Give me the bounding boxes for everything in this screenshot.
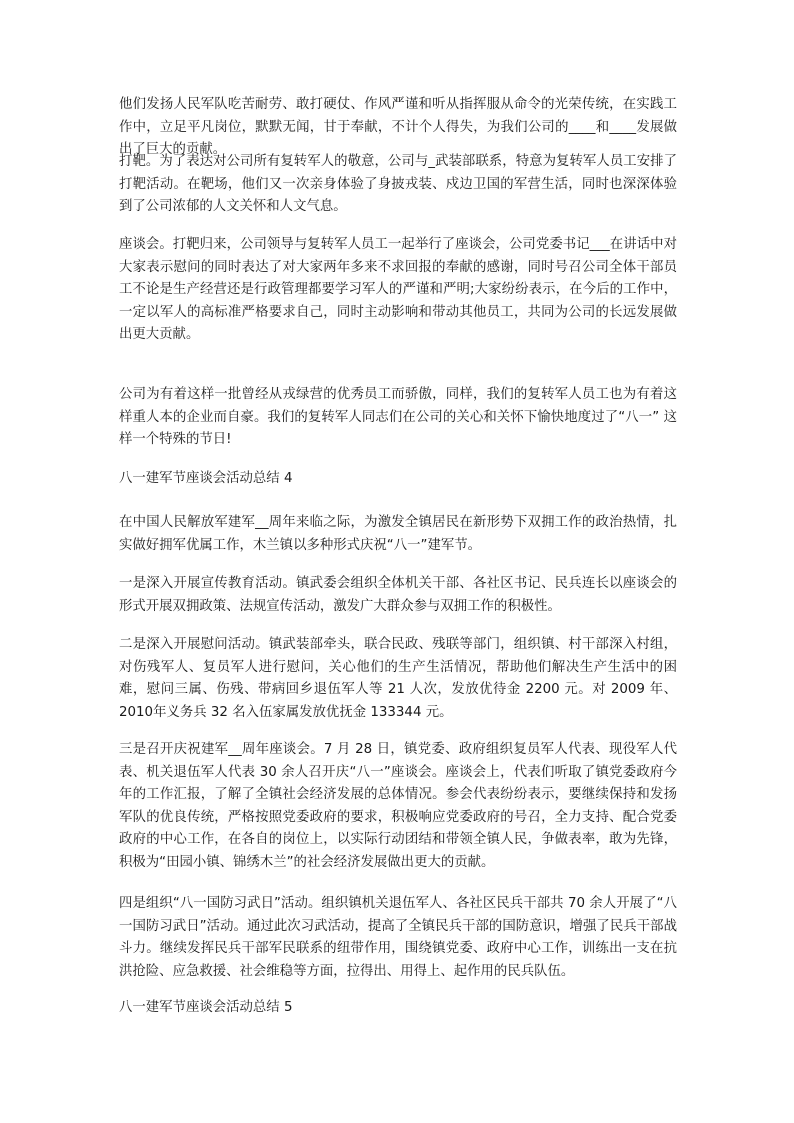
paragraph-symposium: 座谈会。打靶归来，公司领导与复转军人员工一起举行了座谈会，公司党委书记___在讲话中对大家表示慰问的同时表达了对大家两年多来不求回报的奉献的感谢，同时号召公司全体干部员工不论是生产经营还是行政管理都要学习军人的严谨和严明;大家纷纷表示，在今后的工作中，一定以军人的高标准严格要求自己，同时主动影响和带动其他员工，共同为公司的长远发展做出更大贡献。	[119, 237, 677, 342]
paragraph-section4-publicity: 一是深入开展宣传教育活动。镇武委会组织全体机关干部、各社区书记、民兵连长以座谈会的形式开展双拥政策、法规宣传活动，激发广大群众参与双拥工作的积极性。	[119, 576, 677, 614]
section-heading-5: 八一建军节座谈会活动总结 5	[119, 1000, 293, 1015]
paragraph-company-pride: 公司为有着这样一批曾经从戎绿营的优秀员工而骄傲，同样，我们的复转军人员工也为有着这样重人本的企业而自豪。我们的复转军人同志们在公司的关心和关怀下愉快地度过了“八一” 这样一个特殊的节日!	[119, 387, 677, 447]
paragraph-section4-drill: 四是组织“八一国防习武日”活动。组织镇机关退伍军人、各社区民兵干部共 70 余人开展了“八一国防习武日”活动。通过此次习武活动，提高了全镇民兵干部的国防意识，增强了民兵干部战斗力。继续发挥民兵干部军民联系的纽带作用，围绕镇党委、政府中心工作，训练出一支在抗洪抢险、应急救援、社会维稳等方面，拉得出、用得上、起作用的民兵队伍。	[119, 896, 677, 979]
paragraph-section4-visits: 二是深入开展慰问活动。镇武装部牵头，联合民政、残联等部门，组织镇、村干部深入村组，对伤残军人、复员军人进行慰问，关心他们的生产生活情况，帮助他们解决生产生活中的困难，慰问三属、伤残、带病回乡退伍军人等 21 人次，发放优待金 2200 元。对 2009 年、2010年义务兵 32 名入伍家属发放优抚金 133344 元。	[119, 637, 677, 720]
paragraph-section4-intro: 在中国人民解放军建军__周年来临之际，为激发全镇居民在新形势下双拥工作的政治热情，扎实做好拥军优属工作，木兰镇以多种形式庆祝“八一”建军节。	[119, 515, 677, 553]
paragraph-veterans-tradition: 他们发扬人民军队吃苦耐劳、敢打硬仗、作风严谨和听从指挥服从命令的光荣传统，在实践工作中，立足平凡岗位，默默无闻，甘于奉献，不计个人得失，为我们公司的____和____发展做出了巨大的贡献。	[119, 97, 677, 157]
section-heading-4: 八一建军节座谈会活动总结 4	[119, 471, 293, 486]
paragraph-section4-symposium: 三是召开庆祝建军__周年座谈会。7 月 28 日，镇党委、政府组织复员军人代表、现役军人代表、机关退伍军人代表 30 余人召开庆“八一”座谈会。座谈会上，代表们听取了镇党委政府今年的工作汇报，了解了全镇社会经济发展的总体情况。参会代表纷纷表示，要继续保持和发扬军队的优良传统，严格按照党委政府的要求，积极响应党委政府的号召，全力支持、配合党委政府的中心工作，在各自的岗位上，以实际行动团结和带领全镇人民，争做表率，敢为先锋，积极为“田园小镇、锦绣木兰”的社会经济发展做出更大的贡献。	[119, 742, 677, 870]
paragraph-shooting-activity: 打靶。为了表达对公司所有复转军人的敬意，公司与_武装部联系，特意为复转军人员工安排了打靶活动。在靶场，他们又一次亲身体验了身披戎装、戍边卫国的军营生活，同时也深深体验到了公司浓郁的人文关怀和人文气息。	[119, 154, 677, 214]
